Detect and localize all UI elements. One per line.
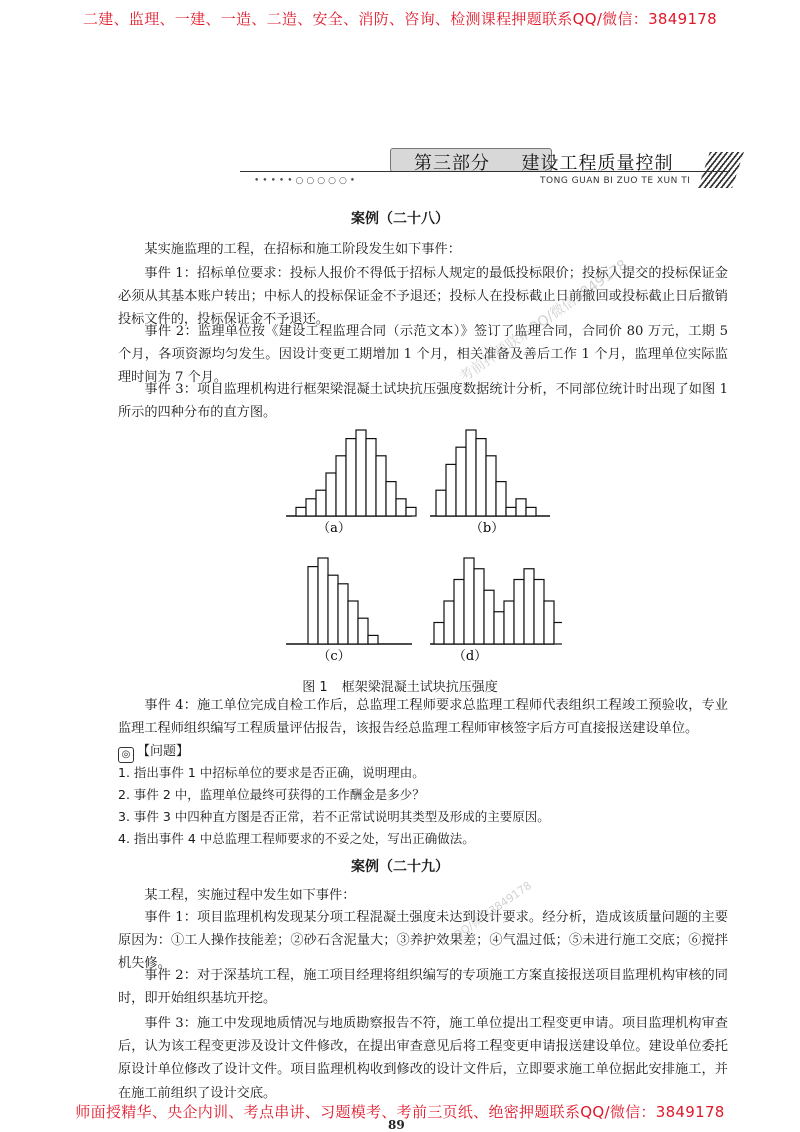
histogram-a-label: （a） xyxy=(317,521,351,536)
histogram-bar xyxy=(446,464,456,516)
question-item: 1. 指出事件 1 中招标单位的要求是否正确，说明理由。 xyxy=(118,765,425,780)
histogram-b xyxy=(430,430,550,516)
histogram-b-label: （b） xyxy=(469,521,505,536)
histogram-bar xyxy=(506,507,516,516)
questions-heading xyxy=(118,740,189,763)
bottom-promo-banner: 师面授精华、央企内训、考点串讲、习题模考、考前三页纸、绝密押题联系QQ/微信：3849178 xyxy=(75,1103,725,1121)
header-pinyin: TONG GUAN BI ZUO TE XUN TI xyxy=(540,176,691,186)
histogram-bar xyxy=(308,567,318,644)
case-29-event-1: 事件 1：项目监理机构发现某分项工程混凝土强度未达到设计要求。经分析，造成该质量问题的主要原因为：①工人操作技能差；②砂石含泥量大；③养护效果差；④气温过低；⑤未进行施工交底；⑥搅拌机失修。 xyxy=(118,910,728,972)
case-28-event-4: 事件 4：施工单位完成自检工作后，总监理工程师要求总监理工程师代表组织工程竣工预验收，专业监理工程师组织编写工程质量评估报告，该报告经总监理工程师审核签字后方可直接报送建设单位。 xyxy=(118,698,728,737)
histogram-d-label: （d） xyxy=(452,649,488,664)
histogram-bar xyxy=(346,439,356,516)
histogram-bar xyxy=(306,499,316,516)
histogram-bar xyxy=(504,601,514,644)
page-number: 89 xyxy=(388,1118,405,1132)
histogram-bar xyxy=(376,456,386,516)
question-icon: ◎ xyxy=(118,747,134,763)
top-promo-banner: 二建、监理、一建、一造、二造、安全、消防、咨询、检测课程押题联系QQ/微信：3849178 xyxy=(83,10,717,28)
header-dots: •••••○○○○○• xyxy=(254,176,359,186)
figure-caption xyxy=(0,676,800,695)
histogram-bar xyxy=(406,507,416,516)
histogram-bar xyxy=(516,499,526,516)
histogram-bar xyxy=(348,601,358,644)
histogram-d xyxy=(430,558,562,644)
histogram-bar xyxy=(474,569,484,644)
histogram-bar xyxy=(368,635,378,644)
histogram-bar xyxy=(526,507,536,516)
section-header xyxy=(230,148,750,196)
figure-number: 图 1 xyxy=(302,680,328,695)
question-item: 4. 指出事件 4 中总监理工程师要求的不妥之处，写出正确做法。 xyxy=(118,831,475,846)
part-number: 第三部分 xyxy=(414,153,490,174)
histogram-bar xyxy=(496,482,506,516)
case-29-event-2: 事件 2：对于深基坑工程，施工项目经理将组织编写的专项施工方案直接报送项目监理机构审核的同时，即开始组织基坑开挖。 xyxy=(118,968,728,1007)
case-28-event-1: 事件 1：招标单位要求：投标人报价不得低于招标人规定的最低投标限价；投标人提交的投标保证金必须从其基本账户转出；中标人的投标保证金不予退还；投标人在投标截止日前撤回或投标截止日后撤销投标文件的，投标保证金不予退还。 xyxy=(118,266,728,328)
questions-title: 【问题】 xyxy=(137,744,190,759)
question-item: 2. 事件 2 中，监理单位最终可获得的工作酬金是多少？ xyxy=(118,787,425,802)
case-28-intro: 某实施监理的工程，在招标和施工阶段发生如下事件： xyxy=(144,242,461,257)
histogram-bar xyxy=(316,490,326,516)
case-28-event-3: 事件 3：项目监理机构进行框架梁混凝土试块抗压强度数据统计分析，不同部位统计时出现了如图 1 所示的四种分布的直方图。 xyxy=(118,382,728,421)
header-stripes-ornament xyxy=(698,152,744,188)
histogram-bar xyxy=(386,482,396,516)
histogram-bar xyxy=(444,601,454,644)
histogram-bar xyxy=(328,575,338,644)
histogram-bar xyxy=(486,456,496,516)
histogram-bar xyxy=(436,490,446,516)
histogram-bar xyxy=(464,558,474,644)
histogram-c-label: （c） xyxy=(317,649,351,664)
histogram-bar xyxy=(366,439,376,516)
histogram-bar xyxy=(554,623,562,645)
histogram-bar xyxy=(396,499,406,516)
histogram-bar xyxy=(524,569,534,644)
histogram-bar xyxy=(494,612,504,644)
figure-caption-text: 框架梁混凝土试块抗压强度 xyxy=(341,680,498,695)
case-29-event-3: 事件 3：施工中发现地质情况与地质勘察报告不符，施工单位提出工程变更申请。项目监理机构审查后，认为该工程变更涉及设计文件修改，在提出审查意见后将工程变更申请报送建设单位。建设单位委托原设计单位修改了设计文件。项目监理机构收到修改的设计文件后，立即要求施工单位据此安排施工，并在施工前组织了设计交底。 xyxy=(118,1016,728,1101)
case-28-event-2: 事件 2：监理单位按《建设工程监理合同（示范文本）》签订了监理合同，合同价 80 万元，工期 5 个月，各项资源均匀发生。因设计变更工期增加 1 个月，相关准备及善后工作 1 个月，监理单位实际监理时间为 7 个月。 xyxy=(118,324,728,386)
histogram-bar xyxy=(296,507,306,516)
histogram-a xyxy=(286,430,416,516)
case-28-title: 案例（二十八） xyxy=(351,211,449,227)
histogram-bar xyxy=(358,618,368,644)
watermark-text: QQ/微信3849178 xyxy=(451,878,534,943)
header-rule xyxy=(240,171,730,172)
section-title: 建设工程质量控制 xyxy=(521,153,674,174)
watermark-text: 考前押题联系QQ/微信3849178 xyxy=(456,257,631,386)
histogram-bar xyxy=(336,456,346,516)
histogram-bar xyxy=(476,439,486,516)
histogram-bar xyxy=(356,430,366,516)
histogram-c xyxy=(286,558,412,644)
histogram-bar xyxy=(338,584,348,644)
case-29-title: 案例（二十九） xyxy=(351,859,449,875)
histogram-bar xyxy=(514,580,524,645)
histogram-bar xyxy=(318,558,328,644)
question-item: 3. 事件 3 中四种直方图是否正常，若不正常试说明其类型及形成的主要原因。 xyxy=(118,809,550,824)
histogram-figure xyxy=(282,420,562,672)
histogram-bar xyxy=(454,580,464,645)
histogram-bar xyxy=(434,623,444,645)
histogram-bar xyxy=(534,580,544,645)
histogram-bar xyxy=(544,601,554,644)
histogram-bar xyxy=(484,590,494,644)
histogram-bar xyxy=(466,430,476,516)
case-29-intro: 某工程，实施过程中发生如下事件： xyxy=(144,888,356,903)
histogram-bar xyxy=(456,447,466,516)
histogram-bar xyxy=(326,473,336,516)
